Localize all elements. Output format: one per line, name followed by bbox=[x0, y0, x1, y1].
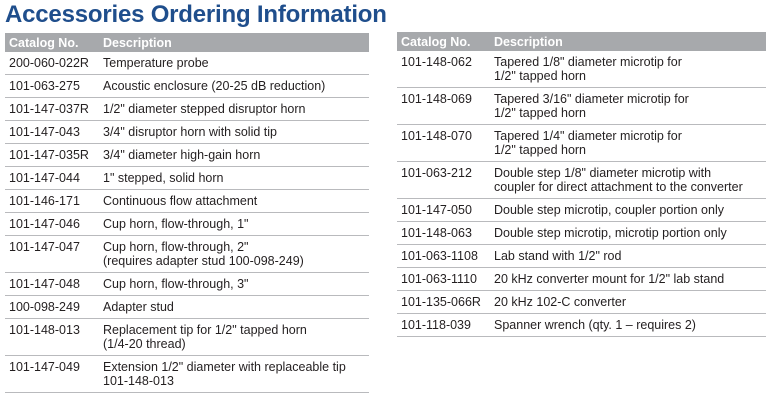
table-row bbox=[397, 162, 766, 199]
table-row bbox=[397, 245, 766, 268]
table-header-row bbox=[5, 33, 369, 52]
description-column-header: Description bbox=[103, 33, 369, 52]
item-description: Lab stand with 1/2" rod bbox=[494, 245, 766, 268]
catalog-number: 101-148-069 bbox=[397, 88, 494, 125]
table-row bbox=[397, 125, 766, 162]
catalog-number: 101-147-049 bbox=[5, 356, 103, 393]
table-row bbox=[5, 236, 369, 273]
catalog-number: 101-135-066R bbox=[397, 291, 494, 314]
table-row bbox=[397, 222, 766, 245]
item-description: Spanner wrench (qty. 1 – requires 2) bbox=[494, 314, 766, 337]
item-description: Tapered 3/16" diameter microtip for 1/2" tapped horn bbox=[494, 88, 766, 125]
table-row bbox=[5, 75, 369, 98]
page-title: Accessories Ordering Information bbox=[5, 1, 387, 28]
item-description: Adapter stud bbox=[103, 296, 369, 319]
item-description: Double step microtip, coupler portion only bbox=[494, 199, 766, 222]
item-description: 1/2" diameter stepped disruptor horn bbox=[103, 98, 369, 121]
item-description: Tapered 1/4" diameter microtip for 1/2" tapped horn bbox=[494, 125, 766, 162]
table-row bbox=[397, 51, 766, 88]
table-row bbox=[397, 291, 766, 314]
table-row bbox=[5, 213, 369, 236]
accessories-table-right bbox=[397, 32, 766, 337]
catalog-number: 101-148-063 bbox=[397, 222, 494, 245]
table-row bbox=[397, 268, 766, 291]
catalog-number: 200-060-022R bbox=[5, 52, 103, 75]
item-description: Replacement tip for 1/2" tapped horn (1/4-20 thread) bbox=[103, 319, 369, 356]
table-row bbox=[5, 98, 369, 121]
table-row bbox=[5, 296, 369, 319]
catalog-number: 101-147-043 bbox=[5, 121, 103, 144]
accessories-table-left bbox=[5, 33, 369, 393]
catalog-number: 101-063-275 bbox=[5, 75, 103, 98]
catalog-number: 101-147-047 bbox=[5, 236, 103, 273]
item-description: Cup horn, flow-through, 2" (requires adapter stud 100-098-249) bbox=[103, 236, 369, 273]
catalog-number: 100-098-249 bbox=[5, 296, 103, 319]
catalog-number: 101-146-171 bbox=[5, 190, 103, 213]
catalog-column-header: Catalog No. bbox=[397, 32, 494, 51]
table-row bbox=[5, 167, 369, 190]
item-description: Extension 1/2" diameter with replaceable tip 101-148-013 bbox=[103, 356, 369, 393]
catalog-number: 101-147-050 bbox=[397, 199, 494, 222]
catalog-number: 101-063-1110 bbox=[397, 268, 494, 291]
table-row bbox=[5, 356, 369, 393]
catalog-number: 101-147-048 bbox=[5, 273, 103, 296]
item-description: 3/4" diameter high-gain horn bbox=[103, 144, 369, 167]
item-description: 1" stepped, solid horn bbox=[103, 167, 369, 190]
catalog-column-header: Catalog No. bbox=[5, 33, 103, 52]
item-description: Double step 1/8" diameter microtip with coupler for direct attachment to the converter bbox=[494, 162, 766, 199]
description-column-header: Description bbox=[494, 32, 766, 51]
table-row bbox=[5, 273, 369, 296]
catalog-number: 101-148-062 bbox=[397, 51, 494, 88]
catalog-number: 101-148-070 bbox=[397, 125, 494, 162]
table-row bbox=[397, 314, 766, 337]
item-description: 3/4" disruptor horn with solid tip bbox=[103, 121, 369, 144]
catalog-number: 101-147-046 bbox=[5, 213, 103, 236]
item-description: Tapered 1/8" diameter microtip for 1/2" tapped horn bbox=[494, 51, 766, 88]
table-row bbox=[5, 144, 369, 167]
catalog-number: 101-063-212 bbox=[397, 162, 494, 199]
table-header-row bbox=[397, 32, 766, 51]
item-description: Acoustic enclosure (20-25 dB reduction) bbox=[103, 75, 369, 98]
table-row bbox=[5, 319, 369, 356]
item-description: Double step microtip, microtip portion only bbox=[494, 222, 766, 245]
item-description: 20 kHz 102-C converter bbox=[494, 291, 766, 314]
table-row bbox=[397, 88, 766, 125]
catalog-number: 101-063-1108 bbox=[397, 245, 494, 268]
item-description: Cup horn, flow-through, 3" bbox=[103, 273, 369, 296]
table-row bbox=[5, 121, 369, 144]
catalog-number: 101-147-044 bbox=[5, 167, 103, 190]
catalog-number: 101-118-039 bbox=[397, 314, 494, 337]
item-description: Temperature probe bbox=[103, 52, 369, 75]
item-description: Cup horn, flow-through, 1" bbox=[103, 213, 369, 236]
table-row bbox=[397, 199, 766, 222]
catalog-number: 101-148-013 bbox=[5, 319, 103, 356]
item-description: Continuous flow attachment bbox=[103, 190, 369, 213]
table-row bbox=[5, 190, 369, 213]
table-row bbox=[5, 52, 369, 75]
item-description: 20 kHz converter mount for 1/2" lab stand bbox=[494, 268, 766, 291]
catalog-number: 101-147-035R bbox=[5, 144, 103, 167]
catalog-number: 101-147-037R bbox=[5, 98, 103, 121]
